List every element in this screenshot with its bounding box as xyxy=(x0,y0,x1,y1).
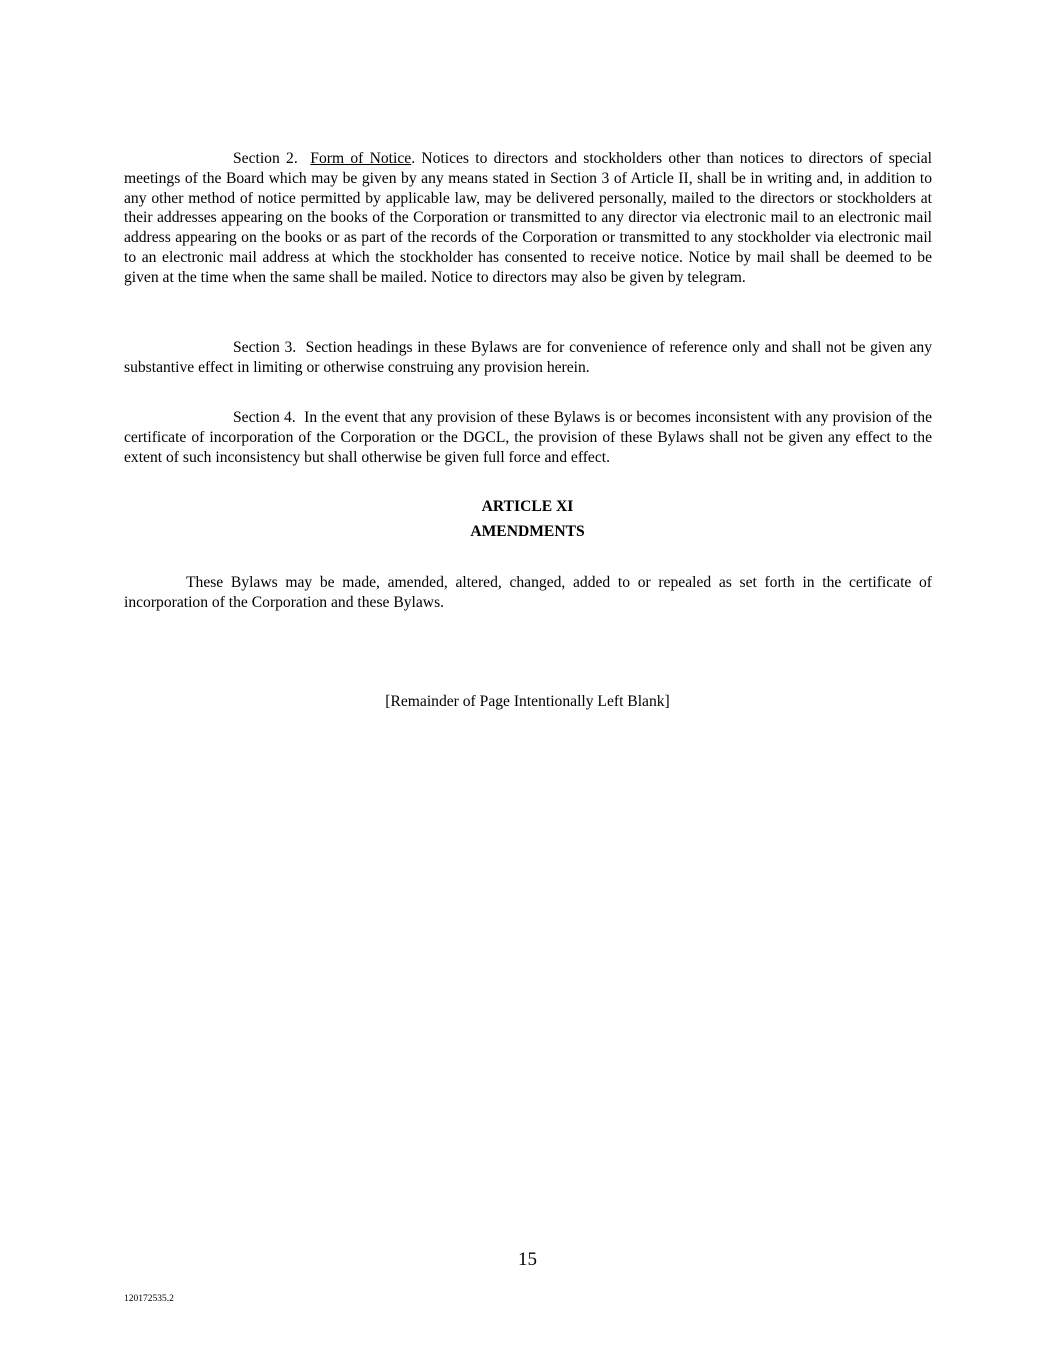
section-3-body: Section headings in these Bylaws are for convenience of reference only and shall not be given any substantive effect in limiting or otherwise construing any provision herein. xyxy=(124,339,933,376)
article-title-heading: AMENDMENTS xyxy=(470,523,585,540)
section-3-paragraph xyxy=(124,338,932,378)
amendments-paragraph: These Bylaws may be made, amended, altered, changed, added to or repealed as set forth in the certificate of incorporation of the Corporation and these Bylaws. xyxy=(124,574,932,611)
section-2-body: . Notices to directors and stockholders other than notices to directors of special meetings of the Board which may be given by any means stated in Section 3 of Article II, shall be in writing and, in addition to any other method of notice permitted by applicable law, may be delivered personally, mailed to the directors or stockholders at their addresses appearing on the books of the Corporation or transmitted to any director via electronic mail to an electronic mail address appearing on the books or as part of the records of the Corporation or transmitted to any stockholder via electronic mail to an electronic mail address at which the stockholder has consented to receive notice. Notice by mail shall be deemed to be given at the time when the same shall be mailed. Notice to directors may also be given by telegram. xyxy=(124,150,932,286)
document-id: 120172535.2 xyxy=(124,1294,174,1304)
section-2-title: Form of Notice xyxy=(310,150,412,167)
remainder-note: [Remainder of Page Intentionally Left Blank] xyxy=(385,693,670,710)
section-2-label: Section 2. xyxy=(233,150,298,167)
article-number-heading: ARTICLE XI xyxy=(481,498,574,515)
section-4-body: In the event that any provision of these Bylaws is or becomes inconsistent with any provision of the certificate of incorporation of the Corporation or the DGCL, the provision of these Bylaws shall not be given any effect to the extent of such inconsistency but shall otherwise be given full force and effect. xyxy=(124,409,933,466)
page-number: 15 xyxy=(518,1249,537,1270)
section-4-label: Section 4. xyxy=(233,409,296,426)
section-4-paragraph xyxy=(124,408,932,467)
section-2-paragraph xyxy=(124,149,932,288)
section-3-label: Section 3. xyxy=(233,339,297,356)
